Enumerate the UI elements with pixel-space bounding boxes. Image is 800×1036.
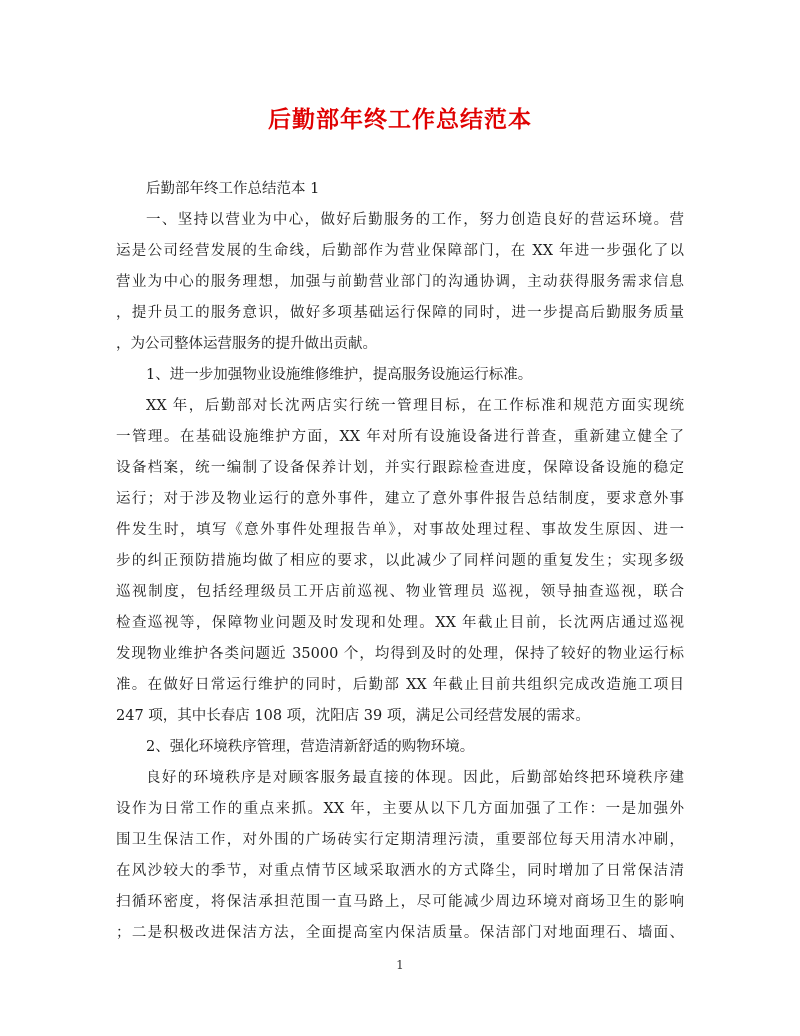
- paragraph-line: 设作为日常工作的重点来抓。XX 年，主要从以下几方面加强了工作：一是加强外: [116, 801, 684, 817]
- section-heading-line: 后勤部年终工作总结范本 1: [146, 181, 320, 197]
- paragraph-line: ，为公司整体运营服务的提升做出贡献。: [116, 336, 377, 352]
- paragraph-line: 步的纠正预防措施均做了相应的要求，以此减少了同样问题的重复发生；实现多级: [116, 553, 684, 569]
- paragraph-line: XX 年，后勤部对长沈两店实行统一管理目标，在工作标准和规范方面实现统: [146, 398, 684, 414]
- paragraph-line: 围卫生保洁工作，对外围的广场砖实行定期清理污渍，重要部位每天用清水冲刷，: [116, 832, 684, 848]
- paragraph-line: 营业为中心的服务理想，加强与前勤营业部门的沟通协调，主动获得服务需求信息: [116, 274, 684, 290]
- paragraph-line: 件发生时，填写《意外事件处理报告单》，对事故处理过程、事故发生原因、进一: [116, 522, 684, 538]
- paragraph-line: ；二是积极改进保洁方法，全面提高室内保洁质量。保洁部门对地面理石、墙面、: [116, 925, 684, 941]
- paragraph-line: 设备档案，统一编制了设备保养计划，并实行跟踪检查进度，保障设备设施的稳定: [116, 460, 684, 476]
- section-heading-line: 1、进一步加强物业设施维修维护，提高服务设施运行标准。: [146, 367, 533, 383]
- paragraph-line: 巡视制度，包括经理级员工开店前巡视、物业管理员 巡视，领导抽查巡视，联合: [116, 584, 684, 600]
- page-number: 1: [396, 958, 404, 972]
- paragraph-line: 检查巡视等，保障物业问题及时发现和处理。XX 年截止目前，长沈两店通过巡视: [116, 615, 684, 631]
- paragraph-line: 良好的环境秩序是对顾客服务最直接的体现。因此，后勤部始终把环境秩序建: [146, 770, 684, 786]
- paragraph-line: 运是公司经营发展的生命线，后勤部作为营业保障部门，在 XX 年进一步强化了以: [116, 243, 684, 259]
- paragraph-line: 扫循环密度，将保洁承担范围一直马路上，尽可能减少周边环境对商场卫生的影响: [116, 894, 684, 910]
- paragraph-line: 一、坚持以营业为中心，做好后勤服务的工作，努力创造良好的营运环境。营: [146, 212, 684, 228]
- paragraph-line: 一管理。在基础设施维护方面，XX 年对所有设施设备进行普查，重新建立健全了: [116, 429, 684, 445]
- paragraph-line: 发现物业维护各类问题近 35000 个，均得到及时的处理，保持了较好的物业运行标: [116, 646, 684, 662]
- document-body: [116, 174, 684, 949]
- section-heading-line: 2、强化环境秩序管理，营造清新舒适的购物环境。: [146, 739, 475, 755]
- paragraph-line: ，提升员工的服务意识，做好多项基础运行保障的同时，进一步提高后勤服务质量: [116, 305, 684, 321]
- page-title: 后勤部年终工作总结范本: [268, 107, 532, 133]
- paragraph-line: 在风沙较大的季节，对重点情节区域采取洒水的方式降尘，同时增加了日常保洁清: [116, 863, 684, 879]
- paragraph-line: 运行；对于涉及物业运行的意外事件，建立了意外事件报告总结制度，要求意外事: [116, 491, 684, 507]
- paragraph-line: 准。在做好日常运行维护的同时，后勤部 XX 年截止目前共组织完成改造施工项目: [116, 677, 684, 693]
- paragraph-line: 247 项，其中长春店 108 项，沈阳店 39 项，满足公司经营发展的需求。: [116, 708, 590, 724]
